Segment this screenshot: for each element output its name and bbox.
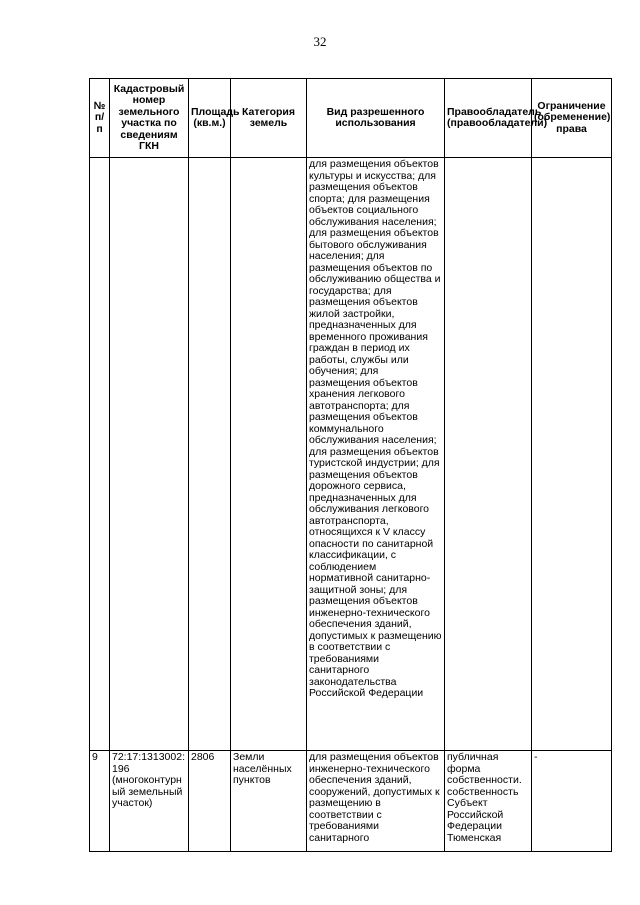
- cell-permitted-use: для размещения объектов инженерно-технического обеспечения зданий, сооружений, допустимых к размещению в соответствии с требованиями санитарного: [307, 751, 445, 852]
- cell-right-holder: [445, 158, 532, 751]
- cell-cadastral-number: [110, 158, 189, 751]
- header-land-category: Категория земель: [231, 79, 307, 158]
- table-body: [90, 158, 612, 852]
- cell-cadastral-number: 72:17:1313002:196 (многоконтурный земельный участок): [110, 751, 189, 852]
- table-row: [90, 751, 612, 852]
- cell-permitted-use: для размещения объектов культуры и искусства; для размещения объектов спорта; для размещения объектов социального обслуживания населения; для размещения объектов бытового обслуживания населения; для размещения объектов по обслуживанию общества и государства; для размещения объектов жилой застройки, предназначенных для временного проживания граждан в период их работы, службы или обучения; для размещения объектов хранения легкового автотранспорта; для размещения объектов коммунального обслуживания населения; для размещения объектов туристской индустрии; для размещения объектов дорожного сервиса, предназначенных для обслуживания легкового автотранспорта, относящихся к V классу опасности по санитарной классификации, с соблюдением нормативной санитарно-защитной зоны; для размещения объектов инженерно-технического обеспечения зданий, допустимых к размещению в соответствии с требованиями санитарного законодательства Российской Федерации: [307, 158, 445, 751]
- table-header: [90, 79, 612, 158]
- cell-right-holder: публичная форма собственности. собственность Субъект Российской Федерации Тюменская: [445, 751, 532, 852]
- header-cadastral-number: Кадастровый номер земельного участка по сведениям ГКН: [110, 79, 189, 158]
- cell-area: [189, 158, 231, 751]
- cell-restriction: [532, 158, 612, 751]
- table-row: [90, 158, 612, 751]
- cell-land-category: Земли населённых пунктов: [231, 751, 307, 852]
- land-register-table: [89, 78, 612, 852]
- header-no: № п/п: [90, 79, 110, 158]
- cell-no: 9: [90, 751, 110, 852]
- header-row: [90, 79, 612, 158]
- cell-no: [90, 158, 110, 751]
- header-area: Площадь (кв.м.): [189, 79, 231, 158]
- cell-area: 2806: [189, 751, 231, 852]
- page-number: 32: [313, 34, 327, 49]
- cell-land-category: [231, 158, 307, 751]
- cell-restriction: -: [532, 751, 612, 852]
- header-right-holder: Правообладатель (правообладатели): [445, 79, 532, 158]
- header-permitted-use: Вид разрешенного использования: [307, 79, 445, 158]
- header-restriction: Ограничение (обременение) права: [532, 79, 612, 158]
